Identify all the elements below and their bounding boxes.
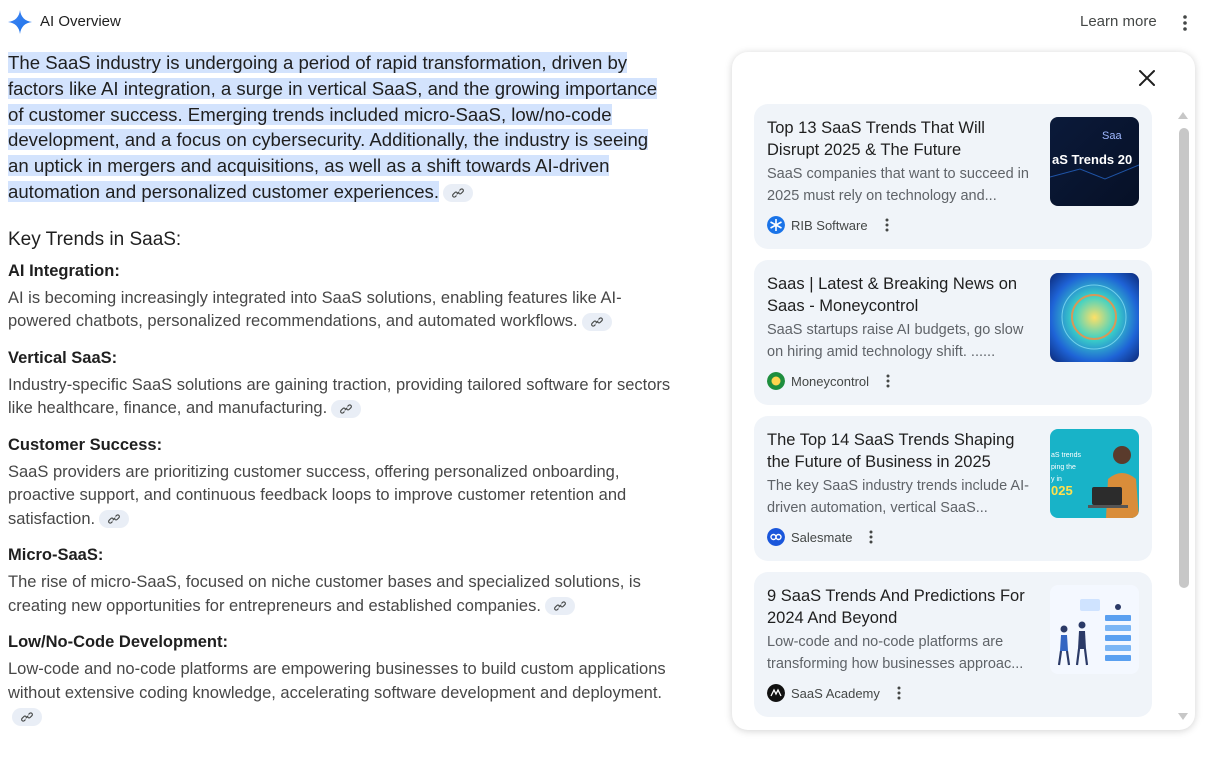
more-options-icon[interactable] (880, 216, 894, 234)
source-thumbnail[interactable] (1050, 117, 1139, 206)
trend-item (8, 346, 698, 421)
trend-item (8, 433, 698, 532)
trend-title: Customer Success: (8, 435, 163, 454)
moneycontrol-favicon-icon (767, 372, 785, 390)
summary-line: an uptick in mergers and acquisitions, as well as a shift towards AI-driven (8, 155, 610, 177)
source-link-chip[interactable] (99, 510, 129, 528)
source-name: Moneycontrol (791, 373, 870, 389)
source-thumbnail[interactable] (1050, 585, 1139, 674)
source-thumbnail[interactable] (1050, 429, 1139, 518)
saas-trends-person-thumbnail-image (1050, 429, 1139, 518)
more-options-icon[interactable] (1176, 12, 1194, 34)
summary-line: The SaaS industry is undergoing a period of rapid transformation, driven by (8, 52, 628, 73)
people-with-charts-thumbnail-image (1050, 585, 1139, 674)
trend-title: Vertical SaaS: (8, 348, 118, 367)
trend-body-text: SaaS providers are prioritizing customer success, offering personalized onboarding, proactive support, and continuous feedback loops to improve customer retention and satisfaction. (8, 462, 627, 528)
link-icon (554, 600, 566, 612)
source-card-snippet: SaaS startups raise AI budgets, go slow on hiring amid technology shift. ...... (767, 322, 1024, 360)
source-thumbnail[interactable] (1050, 273, 1139, 362)
trend-title: Micro-SaaS: (8, 546, 104, 565)
trend-item (8, 630, 698, 729)
ai-overview-header (0, 0, 1216, 44)
thumbnail-text: y in (1051, 476, 1062, 483)
trend-body (8, 374, 678, 421)
trend-body-text: AI is becoming increasingly integrated into SaaS solutions, enabling features like AI-powered chatbots, personalized recommendations, and automated workflows. (8, 288, 622, 331)
source-link-chip[interactable] (582, 313, 612, 331)
trend-body-text: The rise of micro-SaaS, focused on niche customer bases and specialized solutions, is creating new opportunities for entrepreneurs and established companies. (8, 573, 641, 615)
salesmate-favicon-icon (767, 528, 785, 546)
trend-body (8, 658, 678, 729)
thumbnail-text: Saa (1102, 130, 1122, 142)
summary-line: automation and personalized customer experiences. (8, 180, 440, 202)
saas-academy-favicon-icon (767, 684, 785, 702)
trend-item (8, 259, 698, 334)
thumbnail-text: aS Trends 20 (1052, 152, 1133, 167)
overview-summary (8, 50, 698, 205)
source-attribution (767, 215, 894, 235)
source-card-snippet: The key SaaS industry trends include AI-driven automation, vertical SaaS... (767, 478, 1029, 516)
source-card[interactable] (754, 572, 1152, 717)
summary-line: factors like AI integration, a surge in vertical SaaS, and the growing importance (8, 77, 658, 99)
trend-body (8, 571, 678, 618)
summary-line: of customer success. Emerging trends included micro-SaaS, low/no-code (8, 103, 612, 125)
source-card-snippet: SaaS companies that want to succeed in 2025 must rely on technology and... (767, 166, 1029, 204)
close-icon[interactable] (1137, 68, 1157, 88)
trend-title: Low/No-Code Development: (8, 633, 229, 652)
source-link-chip[interactable] (443, 184, 473, 202)
source-link-chip[interactable] (12, 708, 42, 726)
link-icon (21, 711, 33, 723)
source-name: RIB Software (791, 217, 868, 233)
trend-body (8, 287, 678, 334)
source-link-chip[interactable] (331, 400, 361, 418)
trend-body-text: Low-code and no-code platforms are empowering businesses to build custom applications without extensive coding knowledge, accelerating software development and deployment. (8, 660, 666, 702)
overview-content (8, 50, 698, 741)
scroll-down-arrow-icon[interactable] (1177, 712, 1189, 722)
source-card-title[interactable]: The Top 14 SaaS Trends Shaping the Future of Business in 2025 (767, 431, 1015, 471)
ai-overview-title: AI Overview (40, 13, 121, 30)
trend-item (8, 543, 698, 618)
gemini-sparkle-icon (7, 9, 33, 35)
saas-trends-thumbnail-image (1050, 117, 1139, 206)
thumbnail-text: ping the (1051, 464, 1076, 471)
trend-title: AI Integration: (8, 261, 120, 280)
source-attribution (767, 527, 878, 547)
source-card[interactable] (754, 416, 1152, 561)
learn-more-link[interactable]: Learn more (1080, 13, 1157, 30)
abstract-tech-thumbnail-image (1050, 273, 1139, 362)
scroll-up-arrow-icon[interactable] (1177, 110, 1189, 120)
link-icon (340, 403, 352, 415)
source-name: Salesmate (791, 529, 853, 545)
source-card-title[interactable]: Saas | Latest & Breaking News on Saas - Moneycontrol (767, 275, 1018, 315)
thumbnail-text: aS trends (1051, 452, 1081, 459)
thumbnail-text: 025 (1051, 483, 1073, 498)
rib-software-favicon-icon (767, 216, 785, 234)
scrollbar-thumb[interactable] (1179, 128, 1189, 588)
more-options-icon[interactable] (864, 528, 878, 546)
source-card-title[interactable]: 9 SaaS Trends And Predictions For 2024 And Beyond (767, 587, 1025, 627)
key-trends-heading: Key Trends in SaaS: (8, 228, 182, 250)
source-cards-list (754, 104, 1152, 728)
link-icon (108, 513, 120, 525)
more-options-icon[interactable] (892, 684, 906, 702)
source-attribution (767, 683, 906, 703)
source-card[interactable] (754, 260, 1152, 405)
source-link-chip[interactable] (545, 597, 575, 615)
trend-body-text: Industry-specific SaaS solutions are gaining traction, providing tailored software for sectors like healthcare, finance, and manufacturing. (8, 375, 671, 418)
source-name: SaaS Academy (791, 685, 880, 701)
trend-body (8, 461, 678, 532)
source-card[interactable] (754, 104, 1152, 249)
source-attribution (767, 371, 895, 391)
link-icon (452, 187, 464, 199)
summary-line: development, and a focus on cybersecurity. Additionally, the industry is seeing (8, 129, 649, 151)
link-icon (591, 316, 603, 328)
source-card-title[interactable]: Top 13 SaaS Trends That Will Disrupt 2025 & The Future (767, 119, 985, 159)
sources-panel (732, 52, 1195, 730)
more-options-icon[interactable] (881, 372, 895, 390)
source-card-snippet: Low-code and no-code platforms are transforming how businesses approac... (767, 634, 1024, 672)
